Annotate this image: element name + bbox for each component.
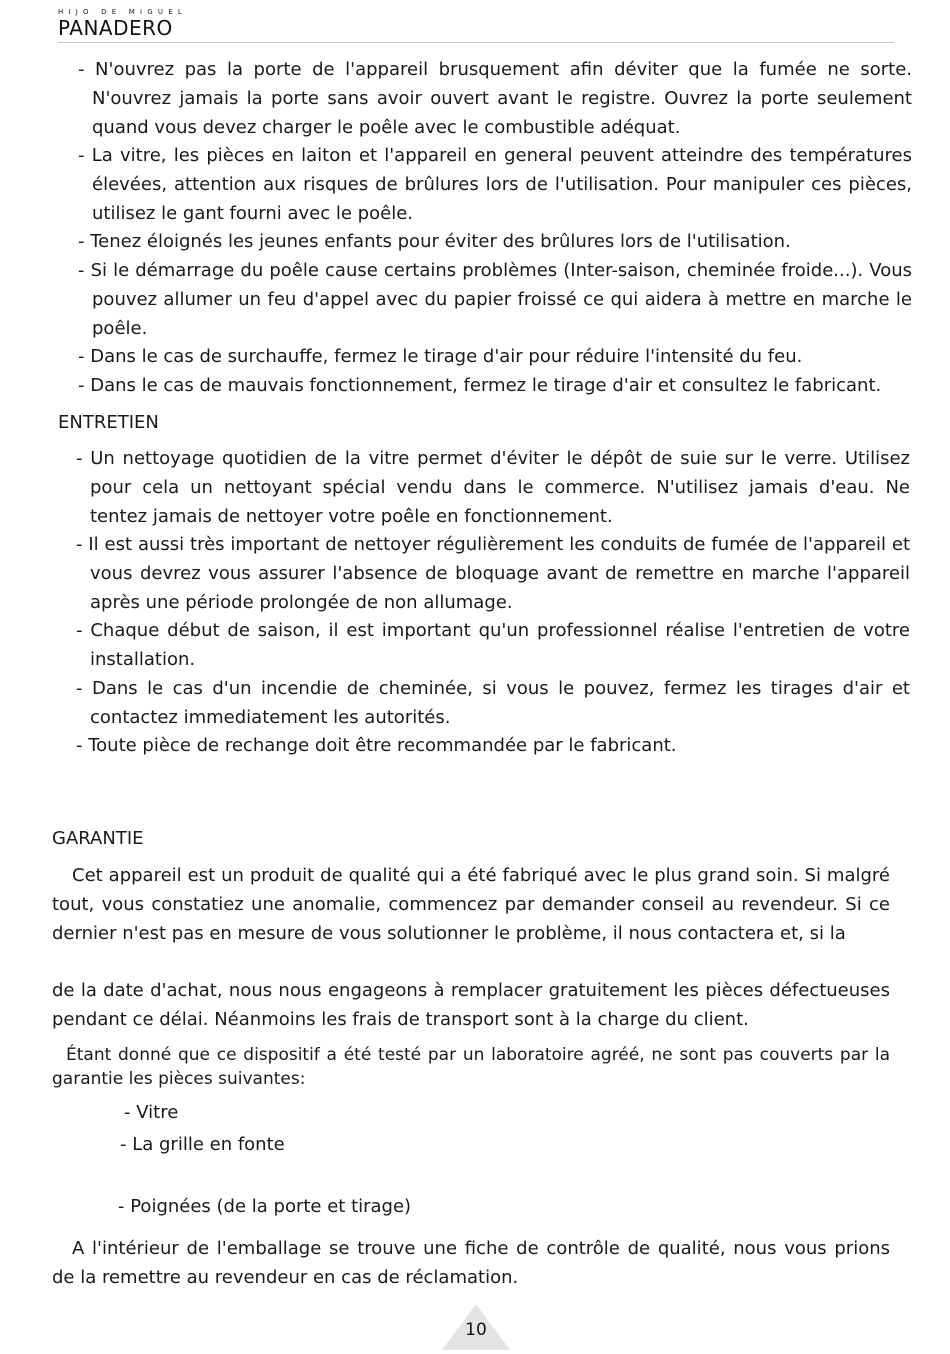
list-item: - Il est aussi très important de nettoyer régulièrement les conduits de fumée de l'appareil et vous devrez vous assurer l'absence de bloquage avant de remettre en marche l'appareil après une période prolongée de non allumage. <box>76 534 910 613</box>
quality-control-paragraph: A l'intérieur de l'emballage se trouve une fiche de contrôle de qualité, nous vous prions de la remettre au revendeur en cas de réclamation. <box>52 1238 890 1288</box>
list-item: - Toute pièce de rechange doit être recommandée par le fabricant. <box>76 735 677 756</box>
brand-name: PANADERO <box>58 16 173 40</box>
list-item: - N'ouvrez pas la porte de l'appareil brusquement afin déviter que la fumée ne sorte. N'ouvrez jamais la porte sans avoir ouvert avant le registre. Ouvrez la porte seulement quand vous devez charger le poêle avec le combustible adéquat. <box>78 59 912 138</box>
garantie-exclusions-intro: Étant donné que ce dispositif a été testé par un laboratoire agréé, ne sont pas couverts par la garantie les pièces suivantes: <box>52 1045 890 1089</box>
excluded-part-item: - Vitre <box>124 1102 179 1123</box>
list-item: - Dans le cas d'un incendie de cheminée, si vous le pouvez, fermez les tirages d'air et contactez immediatement les autorités. <box>76 678 910 728</box>
list-item: - Chaque début de saison, il est important qu'un professionnel réalise l'entretien de votre installation. <box>76 620 910 670</box>
list-item: - Un nettoyage quotidien de la vitre permet d'éviter le dépôt de suie sur le verre. Utilisez pour cela un nettoyant spécial vendu dans le commerce. N'utilisez jamais d'eau. Ne tentez jamais de nettoyer votre poêle en fonctionnement. <box>76 448 910 527</box>
list-item: - Dans le cas de mauvais fonctionnement, fermez le tirage d'air et consultez le fabricant. <box>78 375 882 396</box>
page-number: 10 <box>465 1320 487 1340</box>
section-heading-garantie: GARANTIE <box>52 828 144 849</box>
list-item: - Dans le cas de surchauffe, fermez le tirage d'air pour réduire l'intensité du feu. <box>78 346 803 367</box>
list-item: - Tenez éloignés les jeunes enfants pour éviter des brûlures lors de l'utilisation. <box>78 231 791 252</box>
brand-subtitle: HIJO DE MIGUEL <box>58 8 187 16</box>
garantie-paragraph-continued: de la date d'achat, nous nous engageons à remplacer gratuitement les pièces défectueuses pendant ce délai. Néanmoins les frais de transport sont à la charge du client. <box>52 980 890 1030</box>
brand-logo <box>58 8 187 40</box>
garantie-paragraph: Cet appareil est un produit de qualité qui a été fabriqué avec le plus grand soin. Si malgré tout, vous constatiez une anomalie, commencez par demander conseil au revendeur. Si ce dernier n'est pas en mesure de vous solutionner le problème, il nous contactera et, si la <box>52 865 890 944</box>
list-item: - La vitre, les pièces en laiton et l'appareil en general peuvent atteindre des températures élevées, attention aux risques de brûlures lors de l'utilisation. Pour manipuler ces pièces, utilisez le gant fourni avec le poêle. <box>78 145 912 224</box>
excluded-part-item: - Poignées (de la porte et tirage) <box>118 1196 412 1217</box>
section-heading-entretien: ENTRETIEN <box>58 412 159 433</box>
list-item: - Si le démarrage du poêle cause certains problèmes (Inter-saison, cheminée froide...). Vous pouvez allumer un feu d'appel avec du papier froissé ce qui aidera à mettre en marche le poêle. <box>78 260 912 339</box>
excluded-part-item: - La grille en fonte <box>120 1134 285 1155</box>
header-divider <box>58 42 894 43</box>
